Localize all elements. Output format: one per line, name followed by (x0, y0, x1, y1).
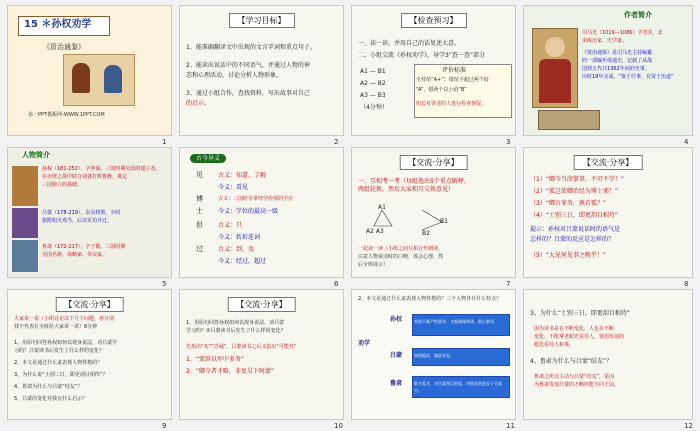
meaning: 古义：三国时专掌经学传授的学官 (218, 196, 294, 202)
bio-line: 国到五代共1362年间的史事。 (582, 66, 650, 72)
question: 习的？吕蒙读书后发生了什么样的变化？ (14, 348, 105, 354)
task-line: 一、互相考一考（每组选出5个重点解释， (358, 178, 470, 185)
node-label: B2 (422, 230, 430, 237)
meaning: 今义：看见 (218, 184, 249, 191)
slide-2[interactable] (180, 6, 343, 135)
slide-number: 4 (684, 138, 689, 146)
node-quanxue: 劝学 (358, 340, 371, 347)
slide-number: 6 (334, 280, 339, 288)
node-label: B1 (440, 218, 448, 225)
bio-line: 吴国名将、战略家、外交家。 (42, 252, 108, 258)
eval-line: 组长对讲述的人进行检查督促。 (416, 101, 487, 107)
meaning: 古义：知道，了解 (218, 172, 267, 179)
question: 2、本文是通过什么来表现人物性格的？ (14, 360, 103, 366)
quote-line: （5）“大兄何见事之晚乎！” (530, 252, 607, 259)
meaning: 今义：学位的最高一级 (218, 208, 279, 215)
question: 3、为什么说“士别三日，即更刮目相待”？ (14, 372, 108, 378)
bio-line: 宋政治家、史学家。 (582, 38, 628, 44)
book-image (538, 110, 600, 130)
answer-line: 眼光看待人和事。 (534, 342, 575, 348)
node-lumeng: 吕蒙 (390, 352, 403, 359)
slide-3[interactable] (352, 6, 515, 135)
slide-number: 7 (506, 280, 511, 288)
question: 5、吕蒙的变化对我有什么启示？ (14, 396, 88, 402)
author-portrait (532, 28, 578, 108)
question: 1、用原句回答孙权如何以现身说法，劝吕蒙 (186, 320, 285, 326)
objective-line: 2、能读出说话中的不同语气，并通过人物的神 (186, 62, 310, 69)
bio-line: 《资治通鉴》是司马光主持编纂 (582, 50, 653, 56)
answer-line: 鲁肃之所以主动与吕蒙“结友”，是因 (534, 374, 615, 380)
match-line: A3 — B3 (360, 92, 386, 99)
question: 1、用原句回答孙权如何以现身说法，劝吕蒙学 (14, 340, 118, 346)
slide-title: 古今异义 (190, 154, 226, 163)
bio-line: 鲁肃（172-217），字子敬，三国时期 (42, 244, 126, 250)
subtitle: 《资治通鉴》 (43, 43, 85, 51)
meaning: 古义：到，及 (218, 246, 255, 253)
match-line: A2 — B2 (360, 80, 386, 87)
portrait-lumeng (12, 208, 38, 238)
task-line: 两组轮换，然后大家相互交换意见） (358, 186, 455, 193)
slide-6[interactable] (180, 148, 343, 277)
task-line: 二、小组交流《孙权劝学》，导学3“查一查”部分 (358, 52, 486, 59)
word: 士 (196, 207, 203, 215)
bio-line: 依附姐夫邓当，后以军功升迁。 (42, 218, 113, 224)
hint-line: 怎样的？吕蒙的反应是怎样的？ (530, 236, 615, 243)
portrait-sunquan (12, 166, 38, 206)
bio-line: 吕蒙（178-219），东吴将领，少时 (42, 210, 121, 216)
quote-line: （2）“孤岂欲卿治经为博士邪！” (530, 188, 619, 195)
task-line: 找个代表在全班给大家讲一讲）8分钟 (14, 324, 98, 330)
hint-line: 提示：孙权对吕蒙说话时的语气是 (530, 226, 621, 233)
slide-number: 10 (334, 422, 343, 430)
word: 见 (196, 171, 203, 179)
answer-line: 为鲁肃发现吕蒙的才略所能不同于前。 (534, 382, 620, 388)
slide-number: 11 (506, 422, 515, 430)
slide-title: 2、本文是通过什么来表现人物性格的？三个人物各有什么特点？ (358, 296, 502, 302)
answer-line: 1．“蒙辞以军中多务” (186, 356, 245, 363)
bio-line: 孙权（181-252），字仲谋，三国时期吴国的建立者。 (42, 166, 161, 172)
quote-line: （1）“卿今当涂掌事，不可不学！” (530, 176, 625, 183)
slide-1[interactable] (8, 6, 171, 135)
slide-7[interactable] (352, 148, 515, 277)
question: 4、鲁肃为什么与吕蒙“结友”？ (14, 384, 83, 390)
word: 过 (196, 245, 203, 253)
quote-line: （4）“士别三日，即更刮目相待” (530, 212, 619, 219)
slide-4[interactable] (524, 6, 692, 135)
bio-line: 在赤壁之战中联合刘备打败曹操，奠定 (42, 174, 128, 180)
node-lusu: 鲁肃 (390, 380, 403, 387)
slide-title: 3、为什么“士别三日，即更刮目相待” (530, 310, 631, 317)
question: 学习的？②吕蒙读书后发生了什么样的变化？ (186, 328, 286, 334)
meaning: 古义：只 (218, 222, 243, 229)
question: 4、鲁肃为什么与吕蒙“结友”？ (530, 358, 613, 365)
objective-line: 态和心理活动，讨论分析人物形象。 (186, 72, 283, 79)
slide-number: 3 (506, 138, 511, 146)
slide-title: 人物简介 (22, 151, 50, 159)
portrait-lusu (12, 240, 38, 272)
trait-text: 知错能改，谦虚有礼。 (414, 353, 454, 358)
word: 但 (196, 221, 203, 229)
slide-title: 【学习目标】 (229, 13, 295, 28)
answer-line: 先指出“劝”“告诫”，吕蒙读书之后又指出“可能性” (186, 344, 297, 350)
quote-line: （3）“卿言多务，孰若孤？” (530, 200, 607, 207)
answer-line: 2．“卿今者才略，非复吴下阿蒙” (186, 368, 275, 375)
slide-title: 作者简介 (624, 11, 652, 19)
bio-line: 三国鼎立的基础。 (42, 182, 83, 188)
trait-text: 对部下既严格要求，又能循循善诱，耐心教导， (414, 319, 498, 324)
slide-number: 5 (162, 280, 167, 288)
bio-line: 的一部编年体通史，记载了从战 (582, 58, 653, 64)
slide-title: 【交流·分享】 (227, 297, 296, 312)
slide-number: 1 (162, 138, 167, 146)
slide-number: 8 (684, 280, 689, 288)
node-label: A2 A3 (366, 228, 384, 235)
task-line: 注意人物说话时的口吻，体会心理，然 (358, 254, 444, 260)
slide-number: 2 (334, 138, 339, 146)
slide-9[interactable] (8, 290, 171, 419)
eval-line: 全对给“A+”；错误不超过两个给 (416, 77, 489, 83)
illustration-image (63, 54, 135, 106)
objective-line: 1、能准确翻译文中出现的文言字词和重点句子。 (186, 44, 316, 51)
task-line: 后全班展示） (358, 262, 389, 268)
slide-11[interactable] (352, 290, 515, 419)
objective-line: 3、通过小组合作，查找资料，写出故事对自己 (186, 90, 310, 97)
slide-10[interactable] (180, 290, 343, 419)
node-label: A1 (378, 204, 386, 211)
time-note: （4分钟） (360, 104, 388, 111)
slide-title: 【交流·分享】 (399, 155, 468, 170)
meaning: 今义：转折连词 (218, 234, 261, 241)
eval-line: “A”，错两个以上给“B” (416, 87, 467, 93)
footer-url: 第一PPT模板网-WWW.1PPT.COM (28, 112, 105, 118)
task-line: 大家说一说（小组讨论以下几个问题，再分别 (14, 316, 115, 322)
word: 博 (196, 195, 203, 203)
bio-line: 历时19年完成。“鉴于往事，有资于治道” (582, 74, 674, 80)
slide-title: 【检查预习】 (401, 13, 467, 28)
meaning: 今义：经过，超过 (218, 258, 267, 265)
eval-line: 评价标准 (442, 67, 467, 74)
slide-8[interactable] (524, 148, 692, 277)
slide-title: 【交流·分享】 (574, 155, 643, 170)
slide-number: 12 (684, 422, 693, 430)
bio-line: 司马光（1019—1086）字君实，北 (582, 30, 663, 36)
page-title: 15 ＊孙权劝学 (24, 19, 92, 30)
slide-12[interactable] (524, 290, 692, 419)
answer-line: 因为读书是在不断变化，人也在不断 (534, 326, 615, 332)
trait-text: 敬才爱才，对吕蒙刮目相看，对朋友的进步十分高兴。 (414, 381, 502, 393)
slide-title: 【交流·分享】 (55, 297, 124, 312)
slide-5[interactable] (8, 148, 171, 277)
match-line: A1 — B1 (360, 68, 386, 75)
slide-number: 9 (162, 422, 167, 430)
task-line: 一起读一读（小组之间互相合作朗读， (358, 246, 444, 252)
task-line: 一、读一读，并用自己的话复述大意。 (358, 40, 461, 47)
objective-line: 的启示。 (186, 100, 211, 107)
node-sunquan: 孙权 (390, 316, 403, 323)
answer-line: 变化。不能拿老眼光看待人，要用发展的 (534, 334, 625, 340)
